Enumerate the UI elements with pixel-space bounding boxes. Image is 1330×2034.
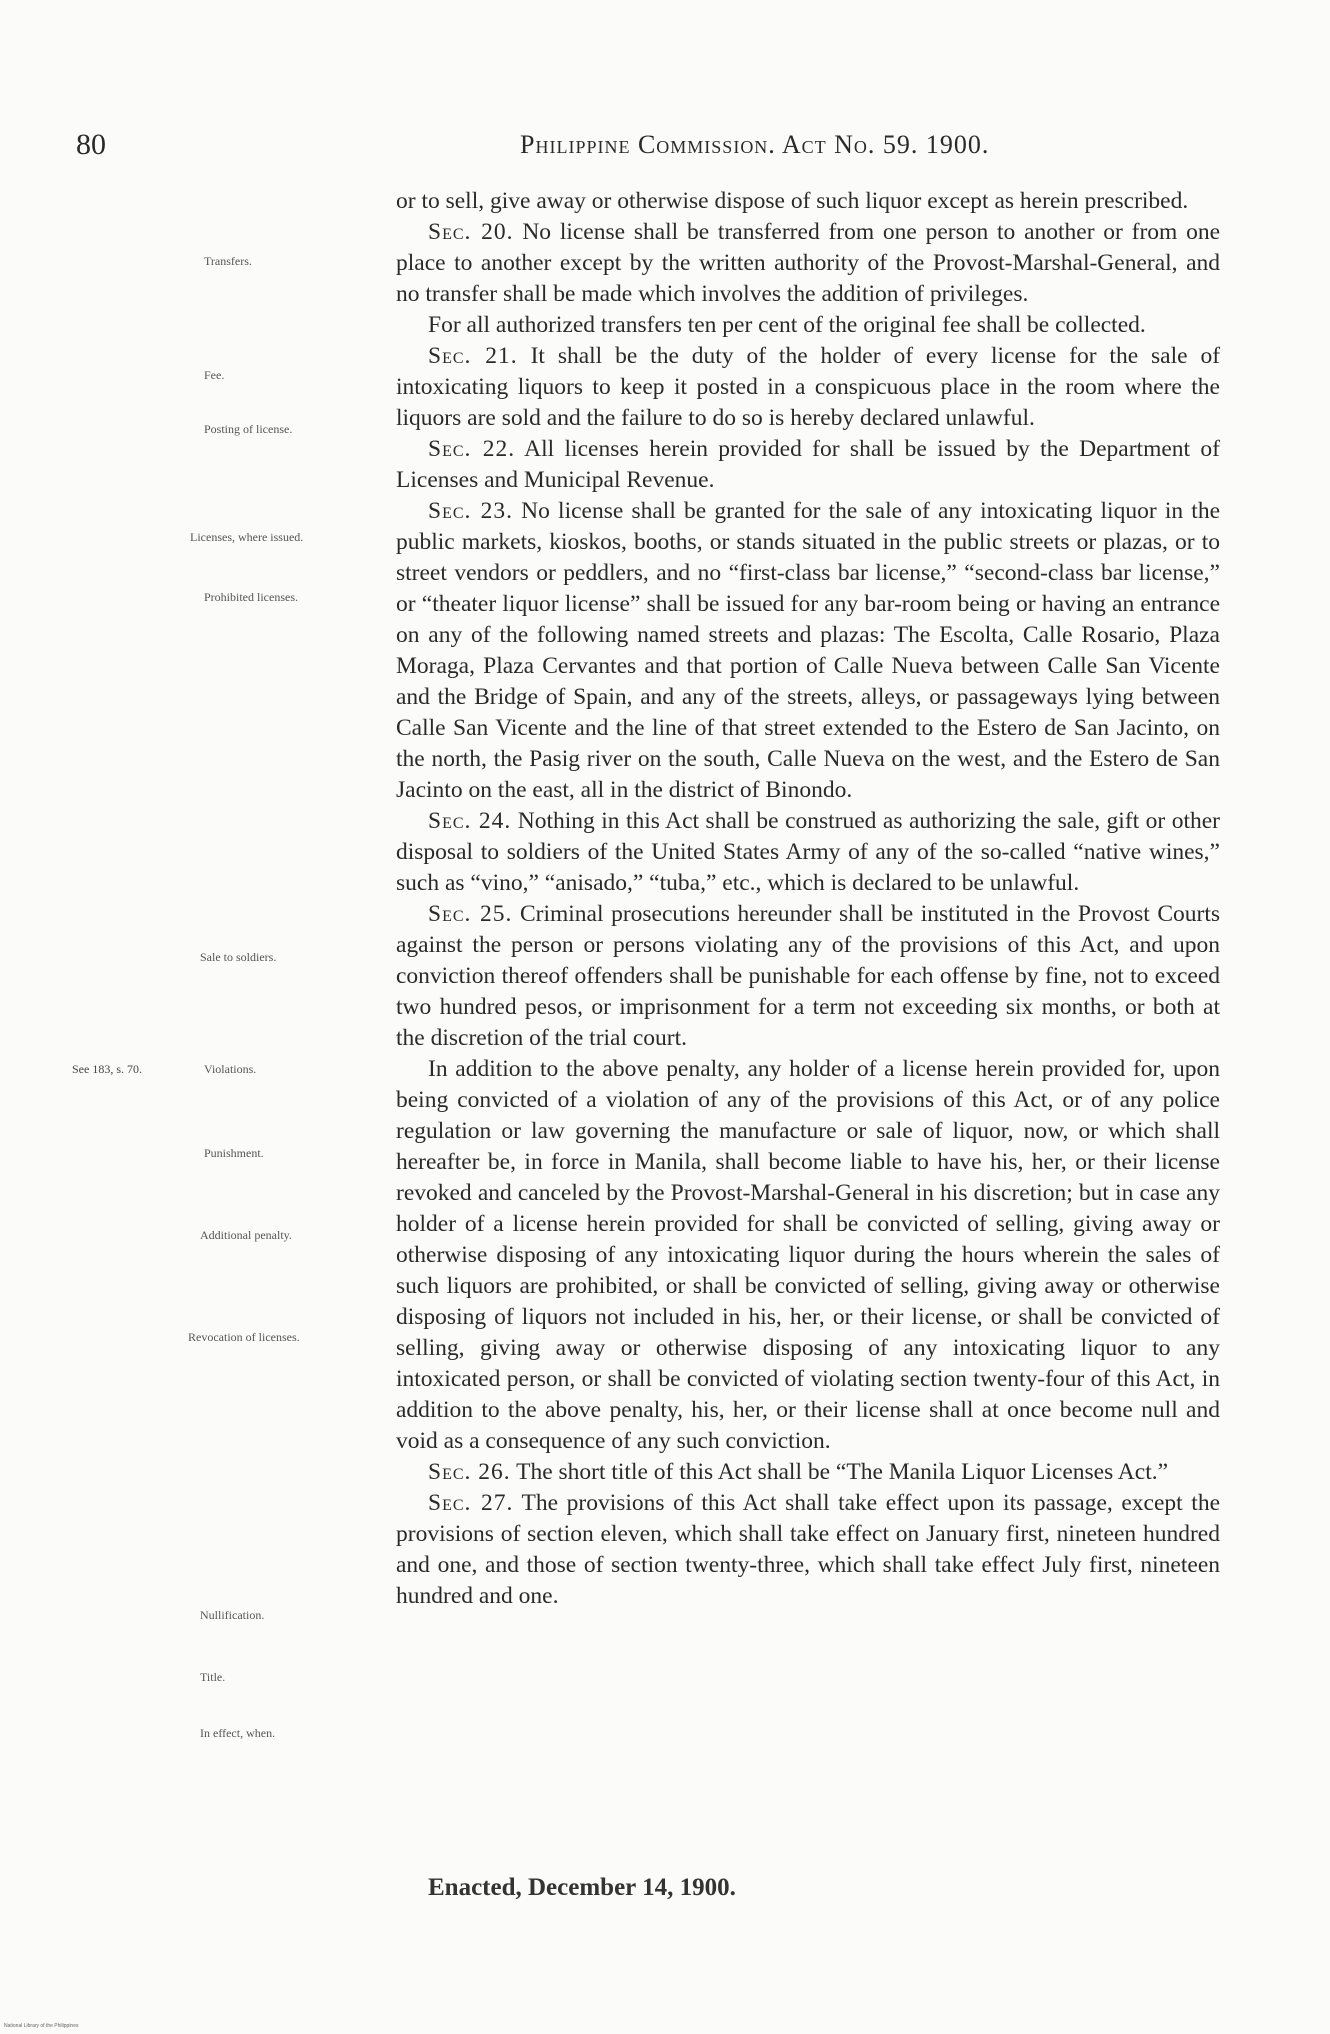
margin-note-violations: Violations.	[204, 1062, 257, 1076]
paragraph-sec-20: Sec. 20. No license shall be transferred from one person to another or from one place to another except by the written authority of the Provost-Marshal-General, and no transfer shall be made which involves the addition of privileges.	[396, 219, 1221, 307]
margin-note-licenses-where: Licenses, where issued.	[190, 530, 304, 544]
section-number: Sec. 27.	[428, 1490, 514, 1516]
section-number: Sec. 21.	[428, 343, 518, 369]
margin-note-nullification: Nullification.	[200, 1608, 265, 1622]
paragraph: In addition to the above penalty, any holder of a license herein provided for, upon being convicted of a violation of any of the provisions of this Act, or of any police regulation or law governing the manufacture or sale of liquor, now, or which shall hereafter be, in force in Manila, shall become liable to have his, her, or their license revoked and canceled by the Provost-Marshal-General in his discretion; but in case any holder of a license herein provided for shall be convicted of selling, giving away or otherwise disposing of any intoxicating liquor during the hours wherein the sales of such liquors are prohibited, or shall be convicted of selling, giving away or otherwise disposing of liquors not included in his, her, or their license, or shall be convicted of selling, giving away or otherwise disposing of any intoxicating liquor to any intoxicated person, or shall be convicted of violating section twenty-four of this Act, in addition to the above penalty, his, her, or their license shall at once become null and void as a consequence of any such conviction.	[396, 1056, 1220, 1454]
paragraph-sec-27: Sec. 27. The provisions of this Act shall take effect upon its passage, except the provisions of section eleven, which shall take effect on January first, nineteen hundred and one, and those of section twenty-three, which shall take effect July first, nineteen hundred and one.	[396, 1490, 1220, 1609]
section-number: Sec. 24.	[428, 808, 512, 834]
margin-note-additional: Additional penalty.	[200, 1228, 292, 1242]
margin-note-prohibited: Prohibited licenses.	[204, 590, 298, 604]
paragraph-sec-26: Sec. 26. The short title of this Act shall be “The Manila Liquor Licenses Act.”	[428, 1459, 1169, 1485]
margin-note-punishment: Punishment.	[204, 1146, 264, 1160]
paragraph-sec-23: Sec. 23. No license shall be granted for the sale of any intoxicating liquor in the public markets, kioskos, booths, or stands situated in the public streets or plazas, or to street vendors or peddlers, and no “first-class bar license,” “second-class bar license,” or “theater liquor license” shall be issued for any bar-room being or having an entrance on any of the following named streets and plazas: The Escolta, Calle Rosario, Plaza Moraga, Plaza Cervantes and that portion of Calle Nueva between Calle San Vicente and the Bridge of Spain, and any of the streets, alleys, or passageways lying between Calle San Vicente and the line of that street extended to the Estero de San Jacinto, on the north, the Pasig river on the south, Calle Nueva on the west, and the Estero de San Jacinto on the east, all in the district of Binondo.	[396, 498, 1221, 803]
footer-credit: National Library of the Philippines	[4, 2023, 79, 2029]
margin-note-posting: Posting of license.	[204, 422, 293, 436]
section-number: Sec. 20.	[428, 219, 514, 245]
page-number: 80	[76, 128, 106, 161]
paragraph-sec-22: Sec. 22. All licenses herein provided for shall be issued by the Department of Licenses and Municipal Revenue.	[396, 436, 1220, 493]
margin-note-in-effect: In effect, when.	[200, 1726, 276, 1740]
section-number: Sec. 23.	[428, 498, 513, 524]
section-number: Sec. 25.	[428, 901, 513, 927]
paragraph: For all authorized transfers ten per cent of the original fee shall be collected.	[428, 312, 1146, 338]
paragraph: or to sell, give away or otherwise dispose of such liquor except as herein prescribed.	[396, 188, 1189, 214]
margin-note-sale-soldiers: Sale to soldiers.	[200, 950, 277, 964]
paragraph-sec-21: Sec. 21. It shall be the duty of the holder of every license for the sale of intoxicating liquors to keep it posted in a conspicuous place in the room where the liquors are sold and the failure to do so is hereby declared unlawful.	[396, 343, 1221, 431]
margin-note-transfers: Transfers.	[204, 254, 252, 268]
enacted-line: Enacted, December 14, 1900.	[428, 1874, 736, 1901]
margin-note-title: Title.	[200, 1670, 226, 1684]
body-text	[396, 186, 1220, 1612]
paragraph-sec-25: Sec. 25. Criminal prosecutions hereunder shall be instituted in the Provost Courts against the person or persons violating any of the provisions of this Act, and upon conviction thereof offenders shall be punishable for each offense by fine, not to exceed two hundred pesos, or imprisonment for a term not exceeding six months, or both at the discretion of the trial court.	[396, 901, 1221, 1051]
margin-note-revocation: Revocation of licenses.	[188, 1330, 300, 1344]
running-head: Philippine Commission. Act No. 59. 1900.	[520, 130, 990, 159]
margin-note-fee: Fee.	[204, 368, 225, 382]
margin-note-outer-ref: See 183, s. 70.	[72, 1062, 142, 1076]
section-number: Sec. 22.	[428, 436, 516, 462]
paragraph-sec-24: Sec. 24. Nothing in this Act shall be construed as authorizing the sale, gift or other disposal to soldiers of the United States Army of any of the so-called “native wines,” such as “vino,” “anisado,” “tuba,” etc., which is declared to be unlawful.	[396, 808, 1220, 896]
section-number: Sec. 26.	[428, 1459, 511, 1485]
